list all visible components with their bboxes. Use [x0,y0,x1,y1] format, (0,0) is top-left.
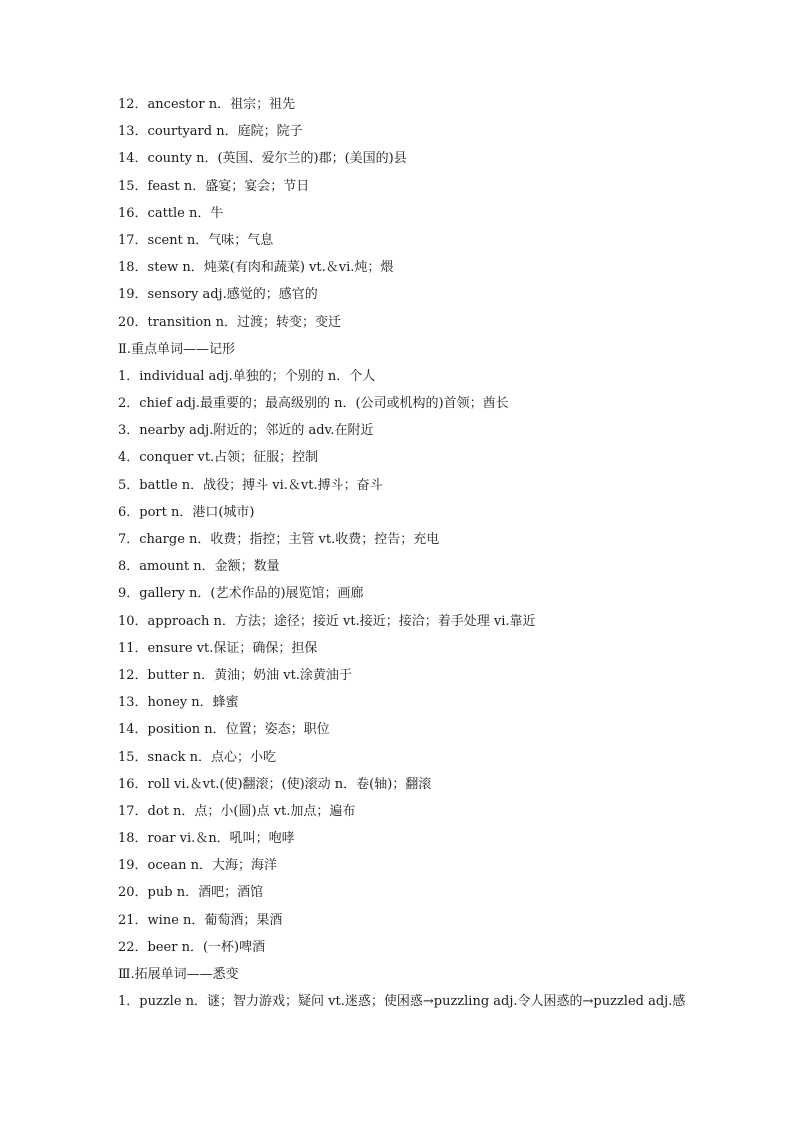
vocab-line-roar: 18．roar vi.＆n．吼叫；咆哮 [118,831,295,847]
vocab-line-county: 14．county n．(英国、爱尔兰的)郡；(美国的)县 [118,151,407,167]
section-heading-3: Ⅲ.拓展单词——悉变 [118,967,239,982]
vocab-line-butter: 12．butter n．黄油；奶油 vt.涂黄油于 [118,667,352,683]
section-heading-2: Ⅱ.重点单词——记形 [118,341,235,357]
vocab-line-scent: 17．scent n．气味；气息 [118,232,274,248]
vocab-line-cattle: 16．cattle n．牛 [118,205,224,221]
vocab-line-beer: 22．beer n．(一杯)啤酒 [118,939,266,955]
document-page [118,91,718,1015]
vocab-line-pub: 20．pub n．酒吧；酒馆 [118,885,264,901]
vocab-line-dot: 17．dot n．点；小(圆)点 vt.加点；遍布 [118,803,356,819]
vocab-line-honey: 13．honey n．蜂蜜 [118,695,239,711]
vocab-line-ancestor: 12．ancestor n．祖宗；祖先 [118,97,296,112]
vocab-line-amount: 8．amount n．金额；数量 [118,559,280,575]
vocab-line-courtyard: 13．courtyard n．庭院；院子 [118,124,303,140]
vocab-line-ensure: 11．ensure vt.保证；确保；担保 [118,640,318,656]
vocab-line-port: 6．port n．港口(城市) [118,504,255,520]
vocab-line-individual: 1．individual adj.单独的；个别的 n．个人 [118,368,376,384]
vocab-line-approach: 10．approach n．方法；途径；接近 vt.接近；接洽；着手处理 vi.靠近 [118,613,536,629]
vocab-line-sensory: 19．sensory adj.感觉的；感官的 [118,287,318,303]
vocab-line-snack: 15．snack n．点心；小吃 [118,749,276,765]
vocab-line-chief: 2．chief adj.最重要的；最高级别的 n．(公司或机构的)首领；酋长 [118,396,509,412]
vocab-line-ocean: 19．ocean n．大海；海洋 [118,858,277,874]
vocab-line-feast: 15．feast n．盛宴；宴会；节日 [118,178,310,194]
vocab-line-position: 14．position n．位置；姿态；职位 [118,722,330,738]
vocab-line-charge: 7．charge n．收费；指控；主管 vt.收费；控告；充电 [118,532,440,547]
vocab-line-conquer: 4．conquer vt.占领；征服；控制 [118,450,319,466]
vocab-line-gallery: 9．gallery n．(艺术作品的)展览馆；画廊 [118,586,364,602]
vocab-line-puzzle: 1．puzzle n．谜；智力游戏；疑问 vt.迷惑；使困惑→puzzling adj.令人困惑的→puzzled adj.感 [118,994,686,1010]
vocab-line-stew: 18．stew n．炖菜(有肉和蔬菜) vt.＆vi.炖；煨 [118,260,394,276]
vocab-line-nearby: 3．nearby adj.附近的；邻近的 adv.在附近 [118,423,374,439]
vocab-line-battle: 5．battle n．战役；搏斗 vi.＆vt.搏斗；奋斗 [118,477,383,493]
vocab-line-wine: 21．wine n．葡萄酒；果酒 [118,912,283,928]
vocab-line-transition: 20．transition n．过渡；转变；变迁 [118,314,342,330]
vocab-line-roll: 16．roll vi.＆vt.(使)翻滚；(使)滚动 n．卷(轴)；翻滚 [118,776,432,792]
